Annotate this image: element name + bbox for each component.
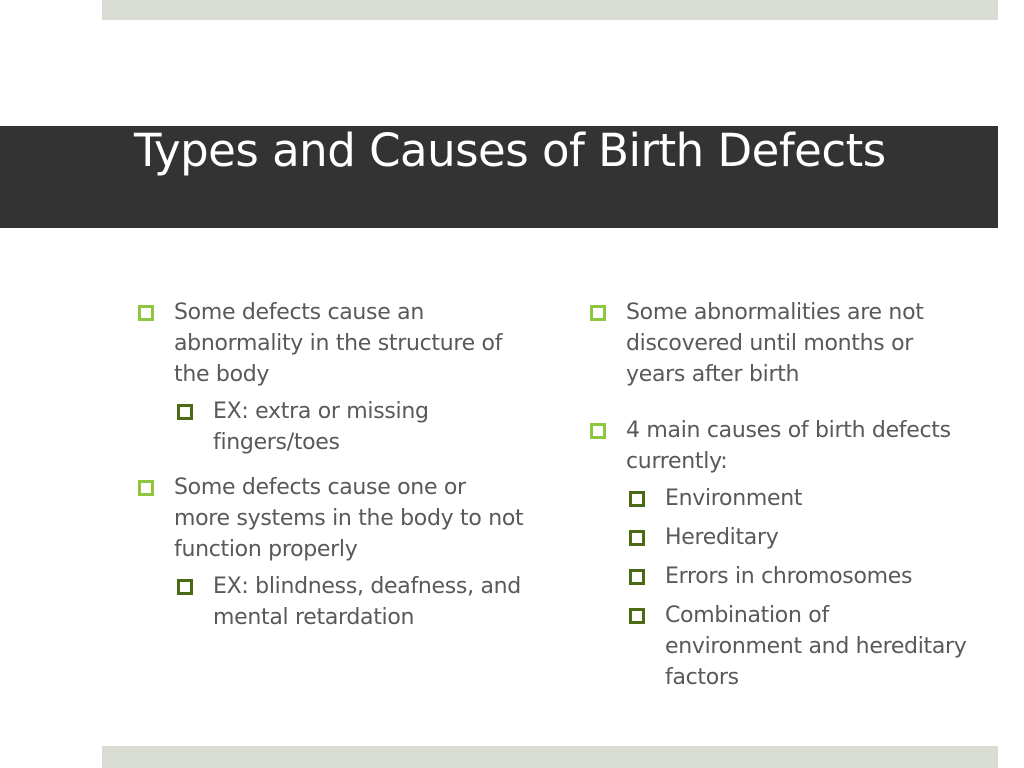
sub-bullet-item	[626, 561, 969, 592]
sub-bullet-item	[626, 522, 969, 553]
square-bullet-icon	[590, 305, 606, 321]
bullet-text: Some defects cause an abnormality in the structure of the body	[174, 300, 503, 387]
square-bullet-icon	[177, 579, 193, 595]
sub-bullet-item	[626, 600, 969, 693]
square-bullet-icon	[629, 491, 645, 507]
square-bullet-icon	[629, 530, 645, 546]
sub-bullet-text: EX: blindness, deafness, and mental retardation	[213, 574, 521, 630]
square-bullet-icon	[138, 305, 154, 321]
bullet-item	[589, 415, 969, 693]
sub-bullet-item	[626, 483, 969, 514]
square-bullet-icon	[629, 569, 645, 585]
slide-title: Types and Causes of Birth Defects	[134, 124, 886, 177]
bullet-item	[137, 472, 527, 633]
right-column	[589, 297, 969, 707]
square-bullet-icon	[590, 423, 606, 439]
square-bullet-icon	[629, 608, 645, 624]
sub-bullet-text: Combination of environment and hereditary factors	[665, 603, 967, 690]
square-bullet-icon	[177, 404, 193, 420]
left-column	[137, 297, 527, 647]
sub-bullet-item	[174, 571, 527, 633]
bullet-text: 4 main causes of birth defects currently:	[626, 418, 951, 474]
sub-bullet-item	[174, 396, 527, 458]
bullet-text: Some abnormalities are not discovered until months or years after birth	[626, 300, 924, 387]
sub-bullet-text: Errors in chromosomes	[665, 564, 913, 589]
sub-bullet-text: EX: extra or missing fingers/toes	[213, 399, 429, 455]
bullet-item	[589, 297, 969, 390]
bottom-decorative-band	[102, 746, 998, 768]
sub-bullet-text: Environment	[665, 486, 803, 511]
sub-bullet-text: Hereditary	[665, 525, 779, 550]
bullet-text: Some defects cause one or more systems in the body to not function properly	[174, 475, 524, 562]
square-bullet-icon	[138, 480, 154, 496]
top-decorative-band	[102, 0, 998, 20]
bullet-item	[137, 297, 527, 458]
